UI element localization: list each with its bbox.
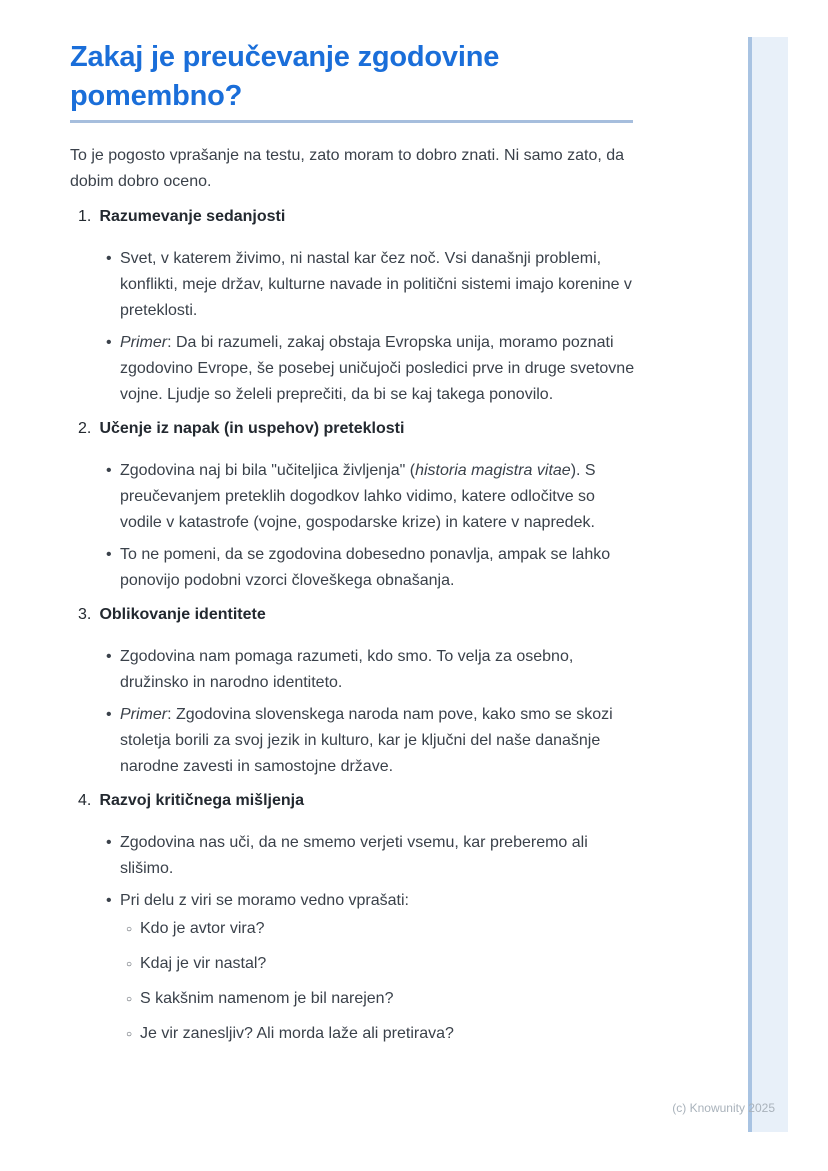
sub-bullet-item: ○ Kdo je avtor vira? <box>140 916 640 942</box>
italic-text-segment: historia magistra vitae <box>415 462 571 479</box>
document-content <box>70 0 640 1056</box>
bullet-item <box>120 246 640 324</box>
bullet-text <box>120 834 588 877</box>
item-number: 3. <box>78 606 92 623</box>
bullet-item <box>120 888 640 1047</box>
text-segment: ). S preučevanjem preteklih dogodkov lahko vidimo, katere odločitve so vodile v katastrofe (vojne, gospodarske krize) in katere v napredek. <box>120 462 596 531</box>
section-heading-row <box>70 416 640 442</box>
bullet-list <box>70 644 640 780</box>
sub-bullet-list <box>120 916 640 1047</box>
bullet-item <box>120 330 640 408</box>
intro-paragraph: To je pogosto vprašanje na testu, zato moram to dobro znati. Ni samo zato, da dobim dobro oceno. <box>70 147 625 190</box>
text-segment: Zgodovina naj bi bila "učiteljica življenja" ( <box>120 462 416 479</box>
page-title: Zakaj je preučevanje zgodovine pomembno? <box>70 41 500 112</box>
section-heading-row <box>70 788 640 814</box>
text-segment: : Da bi razumeli, zakaj obstaja Evropska unija, moramo poznati zgodovino Evrope, še posebej uničujoči posledici prve in druge svetovne vojne. Ljudje so želeli preprečiti, da bi se kaj takega ponovilo. <box>120 334 635 403</box>
text-segment: To ne pomeni, da se zgodovina dobesedno ponavlja, ampak se lahko ponovijo podobni vzorci človeškega obnašanja. <box>120 546 611 589</box>
page-edge-stripe <box>748 37 788 1132</box>
numbered-item <box>70 416 640 594</box>
item-number: 1. <box>78 208 92 225</box>
section-heading-row <box>70 602 640 628</box>
bullet-text <box>120 250 632 319</box>
sub-bullet-item: ○ Je vir zanesljiv? Ali morda laže ali pretirava? <box>140 1021 640 1047</box>
bullet-item <box>120 644 640 696</box>
text-segment: : Zgodovina slovenskega naroda nam pove, kako smo se skozi stoletja borili za svoj jezik in kulturo, kar je ključni del naše današnje narodne zavesti in samostojne države. <box>120 706 613 775</box>
item-heading: Razumevanje sedanjosti <box>99 208 286 225</box>
item-number: 2. <box>78 420 92 437</box>
item-heading: Učenje iz napak (in uspehov) preteklosti <box>99 420 405 437</box>
bullet-list <box>70 458 640 594</box>
bullet-text <box>120 648 573 691</box>
text-segment: Pri delu z viri se moramo vedno vprašati: <box>120 892 409 909</box>
numbered-item <box>70 204 640 408</box>
item-number: 4. <box>78 792 92 809</box>
bullet-item <box>120 458 640 536</box>
text-segment: Zgodovina nas uči, da ne smemo verjeti vsemu, kar preberemo ali slišimo. <box>120 834 588 877</box>
bullet-item <box>120 702 640 780</box>
bullet-list <box>70 246 640 408</box>
numbered-item <box>70 602 640 780</box>
copyright-footer: (c) Knowunity 2025 <box>672 1101 775 1115</box>
bullet-text <box>120 462 596 531</box>
bullet-text <box>120 892 409 909</box>
italic-text-segment: Primer <box>120 334 168 351</box>
item-heading: Razvoj kritičnega mišljenja <box>99 792 304 809</box>
sub-bullet-item: ○ Kdaj je vir nastal? <box>140 951 640 977</box>
text-segment: Zgodovina nam pomaga razumeti, kdo smo. To velja za osebno, družinsko in narodno identiteto. <box>120 648 574 691</box>
numbered-item <box>70 788 640 1047</box>
bullet-item <box>120 542 640 594</box>
bullet-text <box>120 546 610 589</box>
bullet-list <box>70 830 640 1047</box>
section-heading-row <box>70 204 640 230</box>
bullet-text <box>120 706 613 775</box>
numbered-list <box>70 204 640 1047</box>
italic-text-segment: Primer <box>120 706 168 723</box>
bullet-item <box>120 830 640 882</box>
item-heading: Oblikovanje identitete <box>99 606 266 623</box>
sub-bullet-item: ○ S kakšnim namenom je bil narejen? <box>140 986 640 1012</box>
title-underline <box>70 120 633 123</box>
bullet-text <box>120 334 634 403</box>
text-segment: Svet, v katerem živimo, ni nastal kar čez noč. Vsi današnji problemi, konflikti, meje držav, kulturne navade in politični sistemi imajo korenine v preteklosti. <box>120 250 632 319</box>
